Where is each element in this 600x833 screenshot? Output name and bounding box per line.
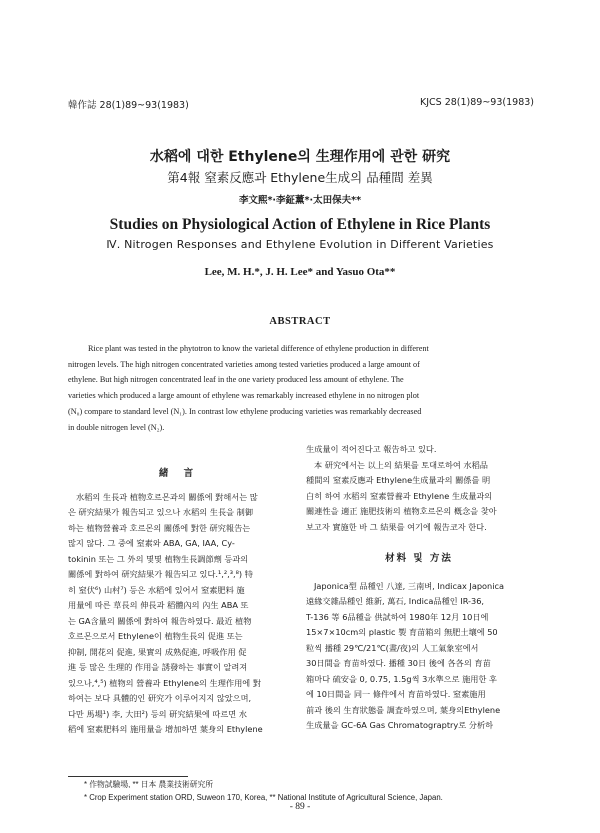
body-line: 關係에 對하여 研究結果가 報告되고 있다.¹,²,³,⁸) 特 — [68, 569, 253, 579]
title-korean: 水稻에 대한 Ethylene의 生理作用에 관한 研究 — [149, 149, 451, 165]
abstract-line: varieties which produced a large amount of ethylene was remarkably increased ethylene in no nitrogen plot — [68, 391, 420, 401]
body-line: 箱마다 硫安을 0, 0.75, 1.5g씩 3水準으로 施用한 후 — [306, 673, 497, 684]
body-line: 보고자 實施한 바 그 結果를 여기에 報告코자 한다. — [306, 521, 487, 532]
body-line: 호르몬으로서 Ethylene이 植物生長의 促進 또는 — [68, 631, 243, 641]
body-line: 抑制, 開花의 促進, 果實의 成熟促進, 呼吸作用 促 — [68, 646, 247, 657]
subtitle-english: Ⅳ. Nitrogen Responses and Ethylene Evolution in Different Varieties — [106, 238, 494, 251]
body-line: 生成量이 적어진다고 報告하고 있다. — [306, 444, 437, 454]
section-heading-introduction: 緒 言 — [158, 468, 200, 479]
body-line: 稻에 窒素肥料의 施用量을 增加하면 葉身의 Ethylene — [68, 724, 263, 734]
body-line: 는 GA含量의 關係에 對하여 報告하였다. 最近 植物 — [68, 615, 252, 626]
body-line: 遠緣交雜品種인 維新, 萬石, Indica品種인 IR-36, — [306, 596, 485, 606]
subtitle-korean: 第4報 窒素反應과 Ethylene生成의 品種間 差異 — [167, 170, 433, 185]
body-line: 前과 後의 生育狀態를 調査하였으며, 葉身의Ethylene — [306, 704, 501, 715]
abstract-line: Rice plant was tested in the phytotron to know the varietal difference of ethylene production in different — [88, 344, 429, 353]
body-line: 生成量을 GC-6A Gas Chromatograptry로 分析하 — [306, 720, 494, 730]
authors-korean: 李文熙*·李鉦薰*·太田保夫** — [238, 195, 362, 206]
body-line: 水稻의 生長과 植物호르몬과의 關係에 對해서는 많 — [76, 491, 258, 502]
body-line: 에 10日間을 同一 條件에서 育苗하였다. 窒素施用 — [306, 689, 486, 699]
body-line: 30日間을 育苗하였다. 播種 30日 後에 各各의 育苗 — [306, 658, 491, 668]
body-line: 다만 馬場¹) 李, 大田²) 등의 研究結果에 따르면 水 — [68, 708, 247, 719]
abstract-body — [68, 341, 532, 435]
body-line: 하는 植物營養과 호르몬의 關係에 對한 研究報告는 — [68, 522, 251, 533]
body-line: tokinin 또는 그 外의 몇몇 植物生長調節劑 등과의 — [68, 553, 249, 564]
footnote-korean: * 作物試驗場, ** 日本 農業技術研究所 — [84, 780, 214, 789]
body-line: 하여는 보다 具體的인 研究가 이루어지지 않았으며, — [68, 693, 252, 703]
body-line: 白히 하여 水稻의 窒素營養과 Ethylene 生成量과의 — [306, 490, 493, 501]
body-line: 本 研究에서는 以上의 結果를 토대로하여 水稻品 — [314, 459, 488, 470]
abstract-line: in double nitrogen level (N₂). — [68, 422, 165, 432]
body-line: T-136 等 6品種을 供試하여 1980年 12月 10日에 — [306, 611, 489, 622]
body-line: 은 研究結果가 報告되고 있으나 水稻의 生長을 制御 — [68, 507, 254, 517]
header-korean-citation: 韓作誌 28(1)89~93(1983) — [68, 100, 189, 111]
footnote-divider — [68, 776, 188, 777]
abstract-heading: ABSTRACT — [269, 316, 331, 327]
page-number: - 89 - — [289, 802, 311, 812]
body-line: 히 窒伏⁶) 山村⁷) 등은 水稻에 있어서 窒素肥料 施 — [68, 584, 245, 595]
title-english: Studies on Physiological Action of Ethylene in Rice Plants — [109, 216, 491, 233]
running-header — [68, 97, 534, 111]
section-heading-materials-methods: 材料 및 方法 — [385, 553, 453, 564]
right-column — [306, 442, 532, 734]
body-line: 粒씩 播種 29℃/21℃(晝/夜)의 人工氣象室에서 — [306, 642, 479, 653]
footnotes — [84, 778, 443, 804]
body-line: 種間의 窒素反應과 Ethylene生成量과의 關係를 明 — [306, 475, 491, 485]
left-column — [68, 466, 290, 738]
authors-english: Lee, M. H.*, J. H. Lee* and Yasuo Ota** — [204, 266, 396, 278]
abstract-line: (N₀) compare to standard level (N₁). In contrast low ethylene producing varieties was remarkably decreased — [68, 406, 422, 416]
body-line: 用量에 따른 草長의 伸長과 稻體內의 內生 ABA 또 — [68, 600, 249, 610]
body-line: 있으나,⁴,⁵) 植物의 營養과 Ethylene의 生理作用에 對 — [68, 677, 261, 688]
body-line: 進 등 많은 生理的 作用을 誘發하는 事實이 알려져 — [68, 662, 248, 672]
abstract-line: ethylene. But high nitrogen concentrated leaf in the one variety produced less amount of ethylene. The — [68, 375, 404, 385]
body-line: Japonica型 品種인 八達, 三南벼, Indicax Japonica — [314, 580, 505, 591]
abstract-line: nitrogen levels. The high nitrogen concentrated varieties among tested varieties produced a large amount of — [68, 359, 420, 369]
body-line: 15×7×10cm의 plastic 製 育苗箱의 無肥土壤에 50 — [306, 627, 498, 637]
body-line: 많지 않다. 그 중에 窒素와 ABA, GA, IAA, Cy- — [68, 538, 235, 548]
footnote-english: * Crop Experiment station ORD, Suweon 170, Korea, ** National Institute of Agricultural Science, Japan. — [84, 793, 443, 802]
header-english-citation: KJCS 28(1)89~93(1983) — [420, 97, 534, 108]
body-line: 關連性을 適正 施肥技術의 植物호르몬의 槪念을 찾아 — [306, 506, 497, 516]
